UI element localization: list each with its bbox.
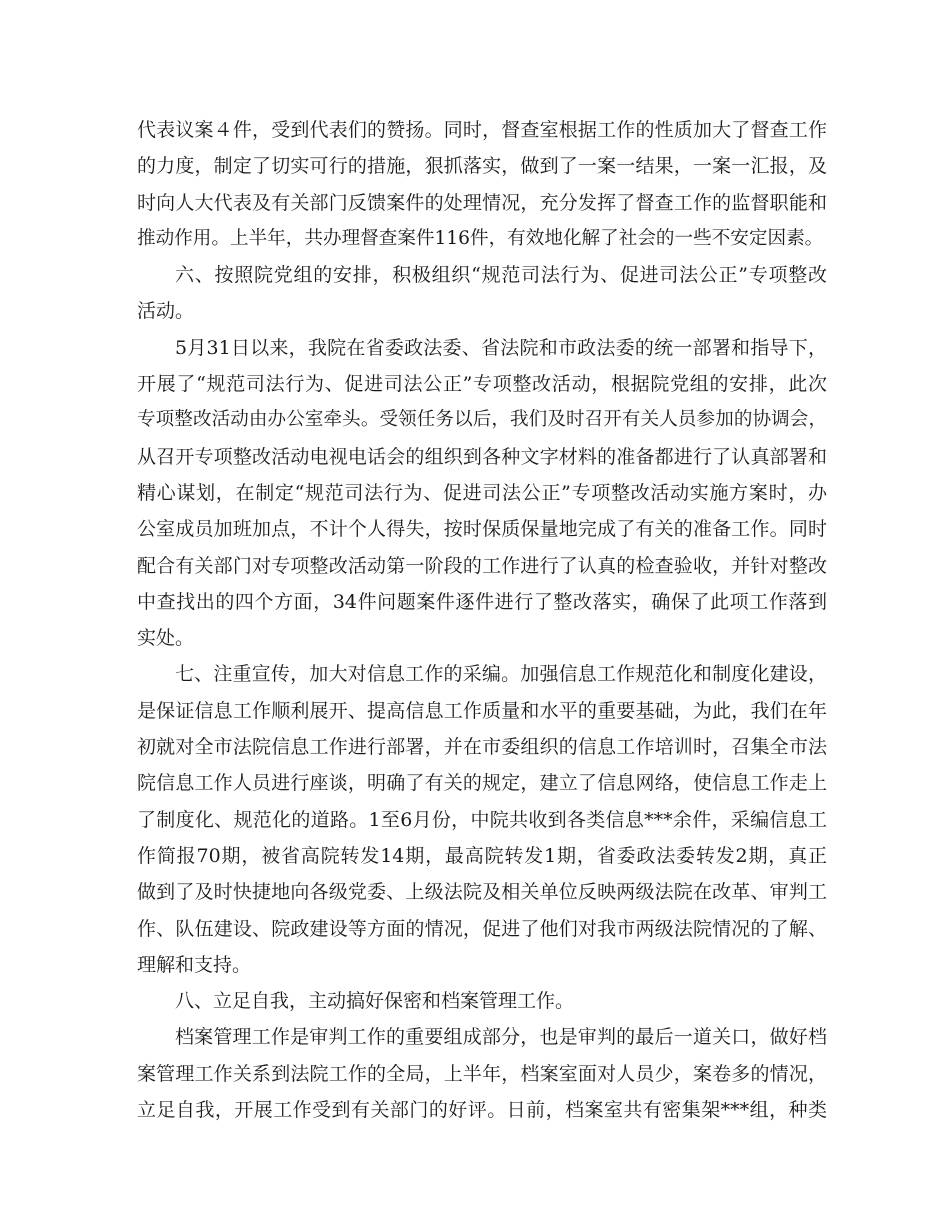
text-line: 专项整改活动由办公室牵头。受领任务以后，我们及时召开有关人员参加的协调会， [137, 409, 827, 431]
text-line: 开展了“规范司法行为、促进司法公正”专项整改活动，根据院党组的安排，此次 [137, 373, 827, 396]
text-line: 配合有关部门对专项整改活动第一阶段的工作进行了认真的检查验收，并针对整改 [137, 554, 827, 577]
document-body [137, 112, 827, 1128]
text-line: 的力度，制定了切实可行的措施，狠抓落实，做到了一案一结果，一案一汇报，及 [137, 155, 827, 178]
text-line: 从召开专项整改活动电视电话会的组织到各种文字材料的准备都进行了认真部署和 [137, 445, 827, 468]
text-line: 精心谋划，在制定“规范司法行为、促进司法公正”专项整改活动实施方案时，办 [137, 481, 827, 504]
text-line: 中查找出的四个方面，34件问题案件逐件进行了整改落实，确保了此项工作落到 [137, 590, 827, 613]
text-line: 是保证信息工作顺利展开、提高信息工作质量和水平的重要基础，为此，我们在年 [137, 699, 827, 722]
text-line: 档案管理工作是审判工作的重要组成部分，也是审判的最后一道关口，做好档 [175, 1026, 827, 1049]
text-line: 作、队伍建设、院政建设等方面的情况，促进了他们对我市两级法院情况的了解、 [137, 917, 827, 940]
text-line: 案管理工作关系到法院工作的全局，上半年，档案室面对人员少，案卷多的情况， [137, 1062, 827, 1085]
text-line: 活动。 [137, 300, 195, 323]
text-line: 做到了及时快捷地向各级党委、上级法院及相关单位反映两级法院在改革、审判工 [137, 881, 827, 904]
text-line: 作简报70期，被省高院转发14期，最高院转发1期，省委政法委转发2期，真正 [137, 844, 827, 867]
text-line: 院信息工作人员进行座谈，明确了有关的规定，建立了信息网络，使信息工作走上 [137, 772, 827, 795]
text-line: 代表议案４件，受到代表们的赞扬。同时，督查室根据工作的性质加大了督查工作 [137, 119, 827, 141]
text-line: 理解和支持。 [137, 953, 252, 976]
text-line: 六、按照院党组的安排，积极组织“规范司法行为、促进司法公正”专项整改 [175, 264, 827, 287]
text-line: 实处。 [137, 627, 195, 650]
text-line: 八、立足自我，主动搞好保密和档案管理工作。 [175, 990, 575, 1013]
text-line: 推动作用。上半年，共办理督查案件116件，有效地化解了社会的一些不安定因素。 [137, 227, 824, 249]
text-line: 5月31日以来，我院在省委政法委、省法院和市政法委的统一部署和指导下， [175, 336, 827, 359]
text-line: 公室成员加班加点，不计个人得失，按时保质保量地完成了有关的准备工作。同时 [137, 518, 827, 541]
text-line: 初就对全市法院信息工作进行部署，并在市委组织的信息工作培训时，召集全市法 [137, 736, 827, 759]
text-line: 了制度化、规范化的道路。1至6月份，中院共收到各类信息***余件，采编信息工 [137, 808, 827, 831]
text-line: 立足自我，开展工作受到有关部门的好评。日前，档案室共有密集架***组，种类 [137, 1099, 827, 1122]
text-line: 七、注重宣传，加大对信息工作的采编。加强信息工作规范化和制度化建设， [175, 663, 827, 686]
text-line: 时向人大代表及有关部门反馈案件的处理情况，充分发挥了督查工作的监督职能和 [137, 191, 827, 214]
